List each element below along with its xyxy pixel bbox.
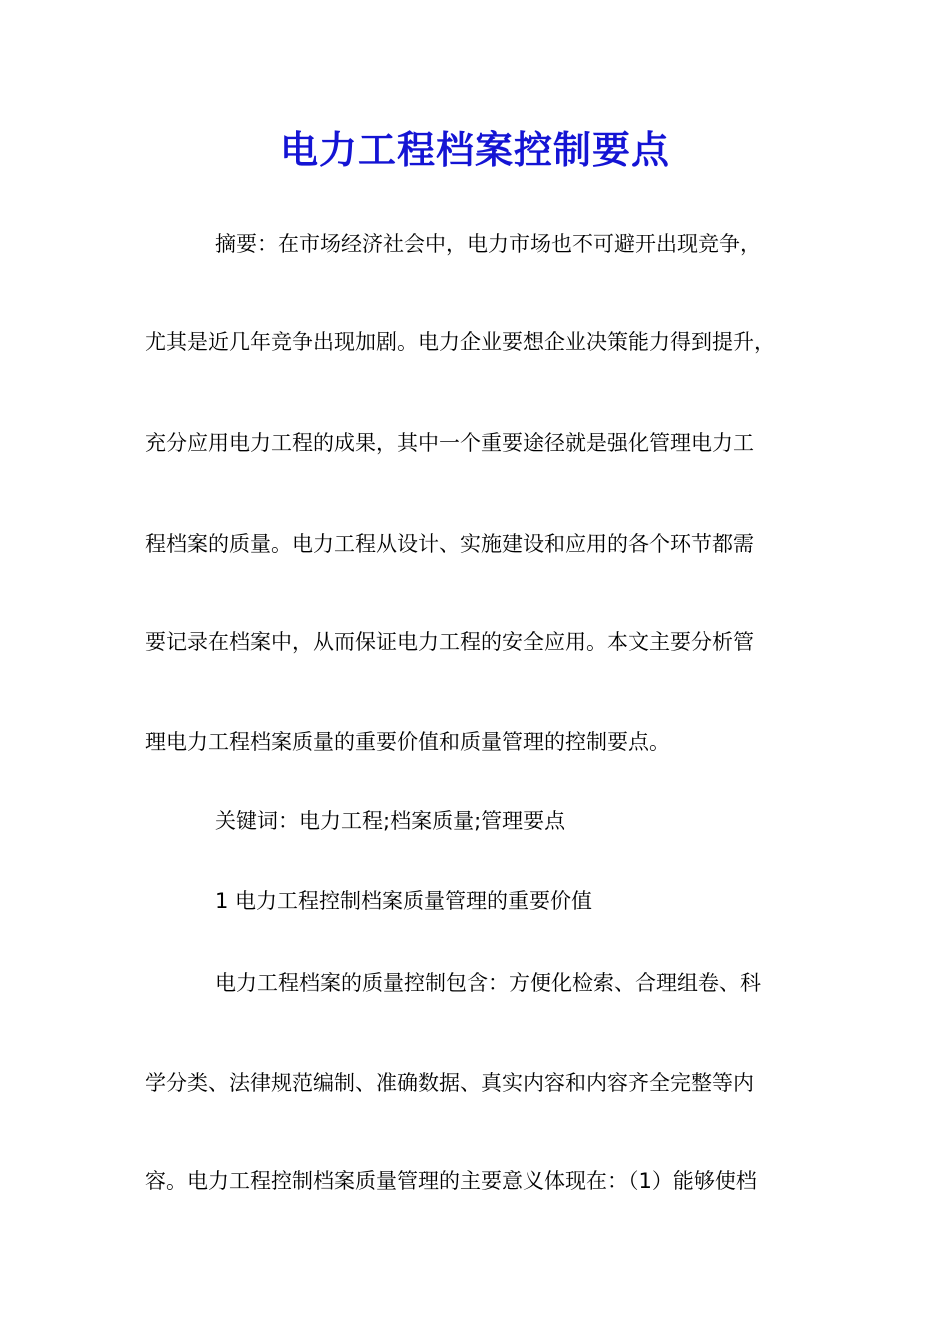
keywords-line: 关键词：电力工程;档案质量;管理要点	[215, 809, 566, 833]
abstract-line-6: 理电力工程档案质量的重要价值和质量管理的控制要点。	[145, 730, 670, 754]
abstract-line-1: 摘要：在市场经济社会中，电力市场也不可避开出现竞争，	[215, 232, 761, 256]
body-line-2: 学分类、法律规范编制、准确数据、真实内容和内容齐全完整等内	[145, 1071, 754, 1095]
abstract-line-5: 要记录在档案中，从而保证电力工程的安全应用。本文主要分析管	[145, 630, 754, 654]
abstract-line-3: 充分应用电力工程的成果，其中一个重要途径就是强化管理电力工	[145, 431, 754, 455]
body-line-1: 电力工程档案的质量控制包含：方便化检索、合理组卷、科	[215, 971, 761, 995]
body-line-3: 容。电力工程控制档案质量管理的主要意义体现在：（1）能够使档	[145, 1169, 757, 1193]
section-heading-1: 1 电力工程控制档案质量管理的重要价值	[215, 889, 593, 913]
abstract-line-2: 尤其是近几年竞争出现加剧。电力企业要想企业决策能力得到提升，	[145, 330, 775, 354]
document-title: 电力工程档案控制要点	[279, 127, 670, 172]
abstract-line-4: 程档案的质量。电力工程从设计、实施建设和应用的各个环节都需	[145, 532, 754, 556]
